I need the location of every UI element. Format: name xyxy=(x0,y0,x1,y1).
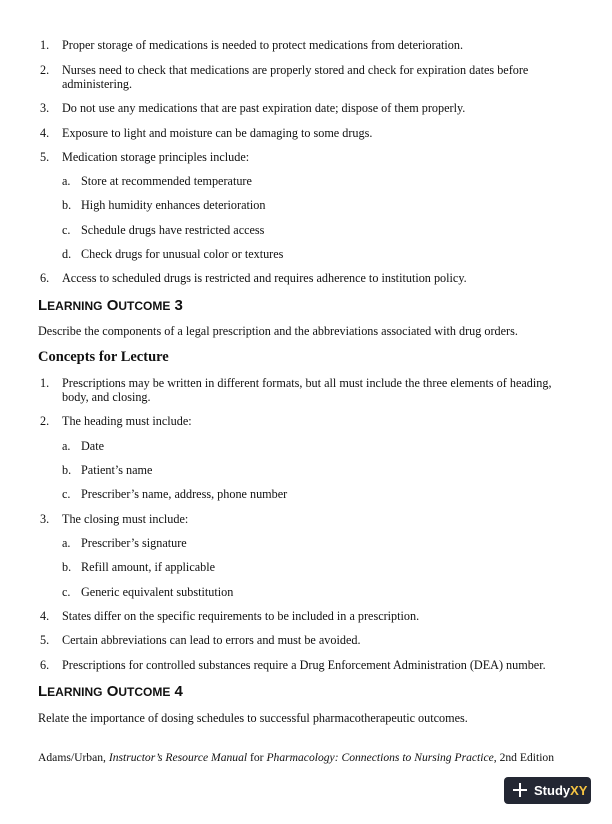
concepts-for-lecture-heading: Concepts for Lecture xyxy=(38,349,169,365)
footer-citation: Adams/Urban, Instructor’s Resource Manual for Pharmacology: Connections to Nursing Practice, 2nd Edition xyxy=(38,751,555,764)
learning-outcome-4-heading: LEARNING OUTCOME 4 xyxy=(38,683,183,700)
learning-outcome-3-heading: LEARNING OUTCOME 3 xyxy=(38,297,183,314)
plus-icon xyxy=(512,782,528,798)
badge-label: StudyXY xyxy=(534,783,588,798)
learning-outcome-3-description: Describe the components of a legal prescription and the abbreviations associated with drug orders. xyxy=(38,324,518,338)
learning-outcome-4-description: Relate the importance of dosing schedules to successful pharmacotherapeutic outcomes. xyxy=(38,711,468,725)
studyxy-badge[interactable] xyxy=(504,777,591,804)
document-page: 1. Proper storage of medications is needed to protect medications from deterioration. 2. Nurses need to check that medications are properly stored and check for expiration dates before administering. 3. Do not use any medications that are past expiration date; dispose of them properly. 4. Exposure to light and moisture can be damaging to some drugs. 5. Medication storage principles include: a. Store at recommended temperature b. High humidity enhances deterioration c. Schedule drugs have restricted access d. Check drugs for unusual color or textures 6. Access to scheduled drugs is restricted and requires adherence to institution policy. LEARNING OUTCOME 3 Describe the components of a legal prescription and the abbreviations associated with drug orders. Concepts for Lecture 1. Prescriptions may be written in different formats, but all must include the three elements of heading, body, and closing. 2. The heading must include: a. Date b. Patient’s name c. Prescriber’s name, address, phone number 3. The closing must include: a. Prescriber’s signature b. Refill amount, if applicable c. Generic equivalent substitution 4. States differ on the specific requirements to be included in a prescription. 5. Certain abbreviations can lead to errors and must be avoided. 6. Prescriptions for controlled substances require a Drug Enforcement Administration (DEA) number. LEARNING OUTCOME 4 Relate the importance of dosing schedules to successful pharmacotherapeutic outcomes. Adams/Urban, Instructor’s Resource Manual for Pharmacology: Connections to Nursing Practice, 2nd Edition StudyXY xyxy=(0,0,612,824)
